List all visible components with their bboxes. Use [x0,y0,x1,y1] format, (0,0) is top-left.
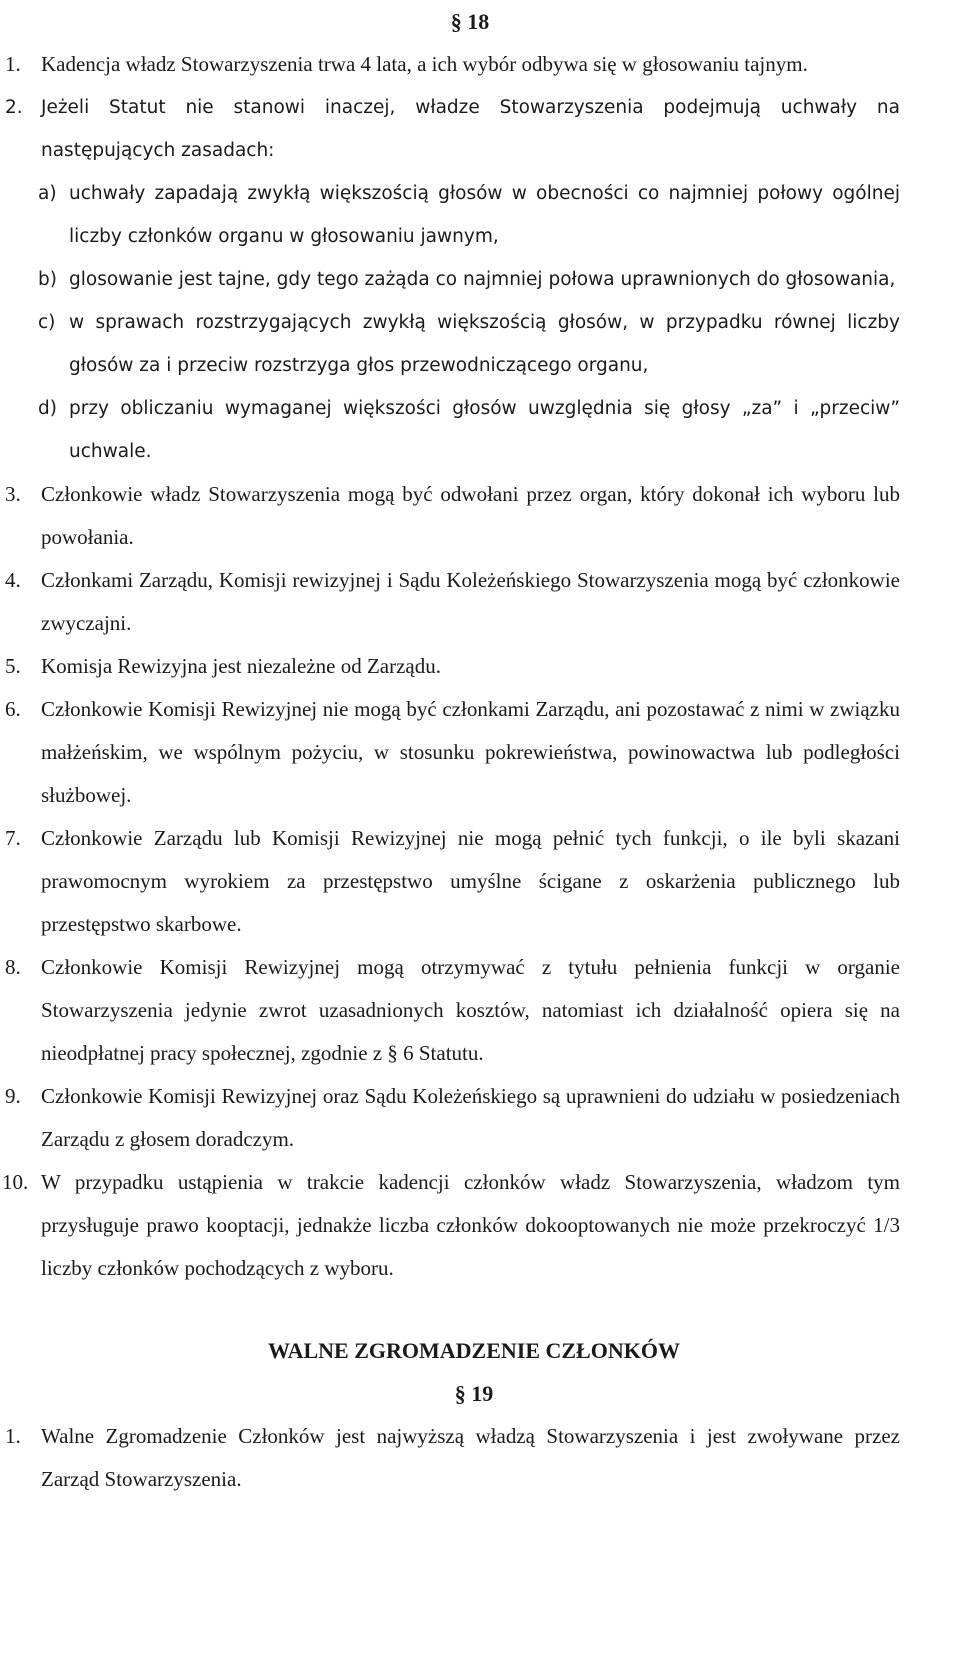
list-item [0,43,900,86]
list-item [0,473,900,559]
list-item [0,559,900,645]
list-item [0,946,900,1075]
list-item [0,1161,900,1290]
sub-item [0,258,900,301]
sub-item-letter: c) [38,312,56,333]
item-text: Członkowie Komisji Rewizyjnej mogą otrzymywać z tytułu pełnienia funkcji w organie Stowarzyszenia jedynie zwrot uzasadnionych kosztów, natomiast ich działalność opiera się na nieodpłatnej pracy społecznej, zgodnie z § 6 Statutu. [41,955,900,1065]
section-18-list [0,43,960,1290]
list-item [0,1075,900,1161]
list-item [0,645,900,688]
sub-item-text: uchwały zapadają zwykłą większością głosów w obecności co najmniej połowy ogólnej liczby członków organu w głosowaniu jawnym, [69,183,900,247]
item-text: Członkowie Zarządu lub Komisji Rewizyjnej nie mogą pełnić tych funkcji, o ile byli skazani prawomocnym wyrokiem za przestępstwo umyślne ścigane z oskarżenia publicznego lub przestępstwo skarbowe. [41,826,900,936]
item-number: 9. [5,1084,21,1108]
sub-item [0,387,900,473]
section-19-mark: § 19 [454,1381,494,1406]
chapter-title: WALNE ZGROMADZENIE CZŁONKÓW [268,1338,680,1363]
item-text: W przypadku ustąpienia w trakcie kadencji członków władz Stowarzyszenia, władzom tym przysługuje prawo kooptacji, jednakże liczba członków dokooptowanych nie może przekroczyć 1/3 liczby członków pochodzących z wyboru. [41,1170,900,1280]
list-item [0,1415,900,1501]
item-number: 1. [5,52,21,76]
item-text: Członkami Zarządu, Komisji rewizyjnej i Sądu Koleżeńskiego Stowarzyszenia mogą być członkowie zwyczajni. [41,568,900,635]
item-text: Kadencja władz Stowarzyszenia trwa 4 lata, a ich wybór odbywa się w głosowaniu tajnym. [41,52,808,76]
section-19-list [0,1415,960,1501]
sub-item-text: w sprawach rozstrzygających zwykłą większością głosów, w przypadku równej liczby głosów za i przeciw rozstrzyga głos przewodniczącego organu, [69,312,900,376]
item-text: Walne Zgromadzenie Członków jest najwyższą władzą Stowarzyszenia i jest zwoływane przez Zarząd Stowarzyszenia. [41,1424,900,1491]
sub-item [0,301,900,387]
sub-item [0,172,900,258]
item-number: 7. [5,826,21,850]
item-number: 1. [5,1424,21,1448]
item-number: 3. [5,482,21,506]
item-number: 2. [5,97,23,118]
sub-item-letter: b) [38,269,57,290]
list-item [0,688,900,817]
sub-item-text: przy obliczaniu wymaganej większości głosów uwzględnia się głosy „za” i „przeciw” uchwale. [69,398,900,462]
item-number: 5. [5,654,21,678]
list-item [0,86,900,172]
item-number: 10. [2,1170,29,1194]
item-text: Członkowie Komisji Rewizyjnej oraz Sądu Koleżeńskiego są uprawnieni do udziału w posiedzeniach Zarządu z głosem doradczym. [41,1084,900,1151]
item-text: Komisja Rewizyjna jest niezależne od Zarządu. [41,654,442,678]
item-number: 6. [5,697,21,721]
item-text: Jeżeli Statut nie stanowi inaczej, władze Stowarzyszenia podejmują uchwały na następujących zasadach: [41,97,900,161]
section-18-mark: § 18 [450,9,490,34]
sub-item-letter: d) [38,398,57,419]
section-spacer [0,1290,960,1329]
sub-item-letter: a) [38,183,57,204]
item-text: Członkowie władz Stowarzyszenia mogą być odwołani przez organ, który dokonał ich wyboru lub powołania. [41,482,900,549]
sub-item-text: glosowanie jest tajne, gdy tego zażąda co najmniej połowa uprawnionych do głosowania, [69,269,896,290]
list-item [0,817,900,946]
item-number: 8. [5,955,21,979]
item-number: 4. [5,568,21,592]
item-text: Członkowie Komisji Rewizyjnej nie mogą być członkami Zarządu, ani pozostawać z nimi w związku małżeńskim, we wspólnym pożyciu, w stosunku pokrewieństwa, powinowactwa lub podległości służbowej. [41,697,900,807]
